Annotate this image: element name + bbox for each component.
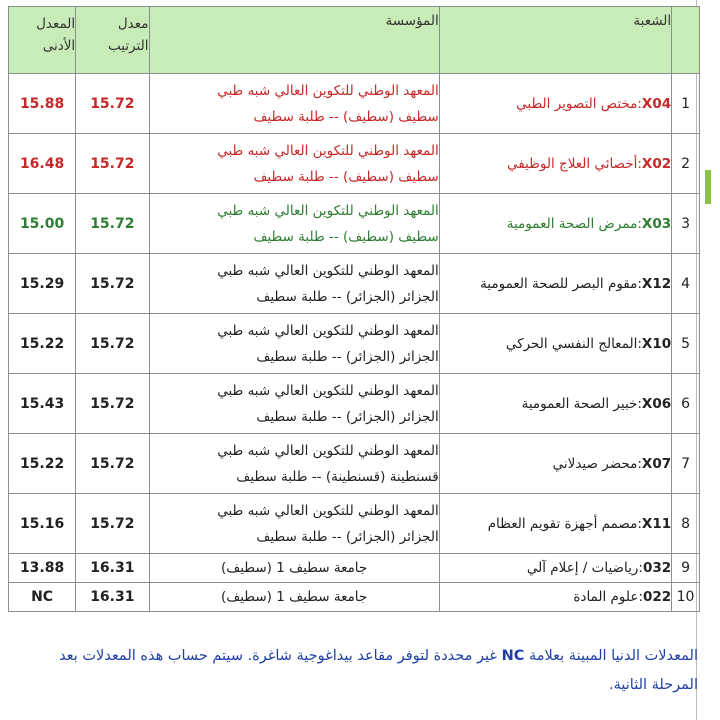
branch-name: :مقوم البصر للصحة العمومية (480, 275, 642, 292)
rank-average: 15.72 (76, 494, 149, 554)
table-row (9, 74, 700, 134)
header-branch: الشعبة (439, 7, 671, 74)
branch-code: X02 (641, 155, 672, 172)
min-average: 15.88 (9, 74, 76, 134)
header-rank-line2: الترتيب (108, 38, 149, 54)
institution-line1: جامعة سطيف 1 (سطيف) (220, 589, 368, 605)
institution-cell (149, 494, 439, 554)
branch-cell (439, 583, 671, 612)
rank-average: 16.31 (76, 583, 149, 612)
table-row (9, 434, 700, 494)
table-row (9, 554, 700, 583)
row-number: 9 (672, 554, 700, 583)
branch-name: :المعالج النفسي الحركي (505, 335, 642, 352)
table-row (9, 134, 700, 194)
institution-line2: الجزائر (الجزائر) -- طلبة سطيف (256, 408, 439, 425)
branch-name: :خبير الصحة العمومية (521, 395, 642, 412)
min-average: 16.48 (9, 134, 76, 194)
rank-average: 15.72 (76, 74, 149, 134)
header-num (672, 7, 700, 74)
branch-name: :ممرض الصحة العمومية (506, 215, 642, 232)
branch-name: :أخصائي العلاج الوظيفي (506, 155, 642, 172)
min-average: 15.29 (9, 254, 76, 314)
institution-line2: سطيف (سطيف) -- طلبة سطيف (253, 168, 439, 185)
branch-name: :محضر صيدلاني (552, 455, 642, 472)
branch-cell (439, 374, 671, 434)
branch-cell (439, 494, 671, 554)
footnote-part1: المعدلات الدنيا المبينة بعلامة (528, 648, 698, 664)
branch-cell (439, 74, 671, 134)
header-rank-average (76, 7, 149, 74)
rank-average: 15.72 (76, 134, 149, 194)
institution-cell (149, 254, 439, 314)
min-average: 15.22 (9, 434, 76, 494)
row-number: 6 (672, 374, 700, 434)
footnote (10, 642, 698, 700)
institution-cell (149, 314, 439, 374)
institution-cell (149, 194, 439, 254)
row-number: 3 (672, 194, 700, 254)
branch-name: :مصمم أجهزة تقويم العظام (487, 515, 642, 532)
results-table (8, 6, 700, 612)
rank-average: 15.72 (76, 374, 149, 434)
branch-name: :علوم المادة (573, 589, 643, 605)
institution-line2: سطيف (سطيف) -- طلبة سطيف (253, 228, 439, 245)
branch-cell (439, 134, 671, 194)
row-number: 8 (672, 494, 700, 554)
branch-cell (439, 314, 671, 374)
branch-code: X07 (641, 455, 672, 472)
institution-cell (149, 134, 439, 194)
footnote-part2: غير محددة لتوفر مقاعد بيداغوجية شاغرة. سيتم حساب هذه المعدلات بعد المرحلة الثانية. (59, 648, 698, 693)
header-institution: المؤسسة (149, 7, 439, 74)
institution-line2: الجزائر (الجزائر) -- طلبة سطيف (256, 348, 439, 365)
institution-line1: المعهد الوطني للتكوين العالي شبه طبي (217, 502, 439, 519)
institution-line1: المعهد الوطني للتكوين العالي شبه طبي (217, 202, 439, 219)
table-row (9, 314, 700, 374)
institution-cell (149, 374, 439, 434)
branch-cell (439, 554, 671, 583)
institution-line1: المعهد الوطني للتكوين العالي شبه طبي (217, 262, 439, 279)
institution-line2: الجزائر (الجزائر) -- طلبة سطيف (256, 288, 439, 305)
branch-code: 032 (642, 560, 672, 576)
row-number: 1 (672, 74, 700, 134)
row-number: 2 (672, 134, 700, 194)
branch-code: X04 (641, 95, 672, 112)
institution-cell (149, 583, 439, 612)
institution-line2: الجزائر (الجزائر) -- طلبة سطيف (256, 528, 439, 545)
header-min-line1: المعدل (36, 16, 76, 32)
rank-average: 15.72 (76, 194, 149, 254)
branch-code: X03 (641, 215, 672, 232)
min-average: 15.00 (9, 194, 76, 254)
min-average: 15.22 (9, 314, 76, 374)
min-average: NC (9, 583, 76, 612)
branch-cell (439, 194, 671, 254)
footnote-nc: NC (501, 648, 525, 664)
rank-average: 15.72 (76, 434, 149, 494)
institution-line1: المعهد الوطني للتكوين العالي شبه طبي (217, 382, 439, 399)
header-rank-line1: معدل (117, 16, 149, 32)
table-row (9, 494, 700, 554)
row-number: 10 (672, 583, 700, 612)
header-min-line2: الأدنى (42, 38, 76, 54)
table-row (9, 374, 700, 434)
institution-line1: المعهد الوطني للتكوين العالي شبه طبي (217, 82, 439, 99)
header-row (9, 7, 700, 74)
rank-average: 15.72 (76, 254, 149, 314)
branch-code: 022 (642, 589, 672, 605)
min-average: 15.16 (9, 494, 76, 554)
branch-code: X06 (641, 395, 672, 412)
institution-line1: المعهد الوطني للتكوين العالي شبه طبي (217, 142, 439, 159)
rank-average: 16.31 (76, 554, 149, 583)
institution-line1: المعهد الوطني للتكوين العالي شبه طبي (217, 442, 439, 459)
institution-cell (149, 554, 439, 583)
branch-name: :مختص التصوير الطبي (516, 95, 642, 112)
branch-name: :رياضيات / إعلام آلي (526, 560, 643, 576)
branch-cell (439, 434, 671, 494)
institution-line1: جامعة سطيف 1 (سطيف) (220, 560, 368, 576)
row-number: 7 (672, 434, 700, 494)
branch-cell (439, 254, 671, 314)
table-row (9, 254, 700, 314)
row-number: 4 (672, 254, 700, 314)
branch-code: X10 (641, 335, 672, 352)
min-average: 15.43 (9, 374, 76, 434)
institution-line1: المعهد الوطني للتكوين العالي شبه طبي (217, 322, 439, 339)
table-row (9, 194, 700, 254)
header-min-average (9, 7, 76, 74)
institution-cell (149, 434, 439, 494)
min-average: 13.88 (9, 554, 76, 583)
branch-code: X11 (641, 515, 672, 532)
institution-line2: سطيف (سطيف) -- طلبة سطيف (253, 108, 439, 125)
row-number: 5 (672, 314, 700, 374)
table-row (9, 583, 700, 612)
rank-average: 15.72 (76, 314, 149, 374)
scroll-indicator[interactable] (705, 170, 711, 204)
institution-line2: قسنطينة (قسنطينة) -- طلبة سطيف (236, 468, 439, 485)
institution-cell (149, 74, 439, 134)
branch-code: X12 (641, 275, 672, 292)
